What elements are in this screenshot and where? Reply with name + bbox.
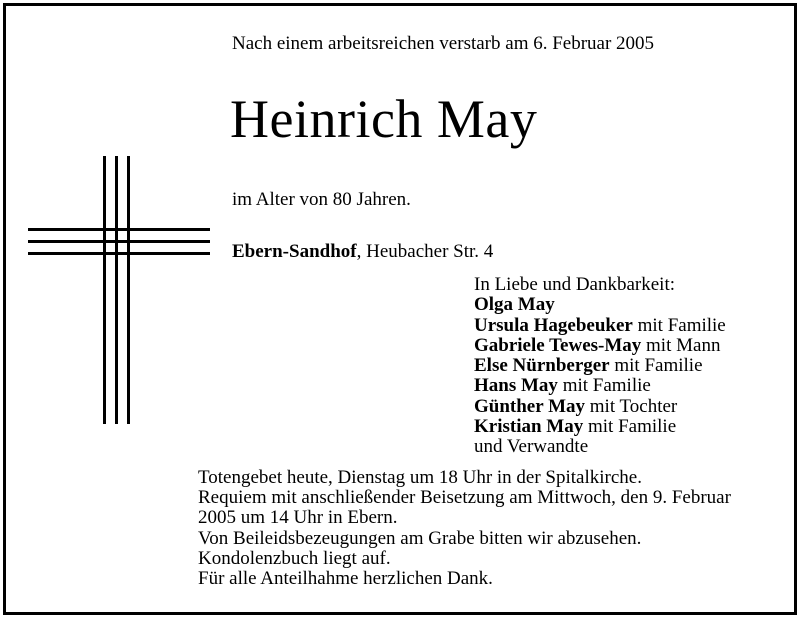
service-notice (198, 468, 731, 589)
mourner-relation: mit Familie (557, 375, 651, 397)
address-line (232, 241, 493, 263)
mourner-row (474, 336, 726, 356)
mourners-list (474, 295, 726, 437)
notice-line: Von Beileidsbezeugungen am Grabe bitten wir abzusehen. (198, 527, 642, 549)
mourner-name: Ursula Hagebeuker (474, 314, 633, 336)
mourner-relation: mit Tochter (585, 395, 678, 417)
address-place: Ebern-Sandhof (232, 241, 357, 262)
mourner-relation: mit Familie (609, 355, 703, 377)
mourner-name: Kristian May (474, 416, 584, 438)
address-street: , Heubacher Str. 4 (356, 241, 494, 262)
mourners-heading: In Liebe und Dankbarkeit: (474, 274, 676, 295)
intro-line: Nach einem arbeitsreichen verstarb am 6. Februar 2005 (232, 33, 655, 54)
mourner-row (474, 356, 726, 376)
notice-line: Kondolenzbuch liegt auf. (198, 547, 391, 569)
notice-line: Totengebet heute, Dienstag um 18 Uhr in der Spitalkirche. (198, 467, 642, 488)
mourner-name: Gabriele Tewes-May (474, 334, 642, 356)
mourner-name: Günther May (474, 395, 586, 417)
mourner-row (474, 295, 726, 315)
deceased-name: Heinrich May (230, 89, 538, 149)
mourners-block (474, 275, 726, 458)
mourner-relation: mit Familie (632, 314, 726, 336)
cross-icon (28, 156, 210, 424)
mourners-closing: und Verwandte (474, 436, 589, 458)
mourner-name: Olga May (474, 294, 555, 316)
mourner-row (474, 316, 726, 336)
mourner-name: Else Nürnberger (474, 355, 610, 377)
mourner-row (474, 397, 726, 417)
mourner-relation: mit Mann (641, 334, 721, 356)
mourner-row (474, 376, 726, 396)
notice-line: 2005 um 14 Uhr in Ebern. (198, 507, 398, 529)
mourner-name: Hans May (474, 375, 558, 397)
age-line: im Alter von 80 Jahren. (232, 189, 411, 210)
notice-line: Requiem mit anschließender Beisetzung am Mittwoch, den 9. Februar (198, 487, 731, 509)
mourner-row (474, 417, 726, 437)
mourner-relation: mit Familie (583, 416, 677, 438)
notice-line: Für alle Anteilhahme herzlichen Dank. (198, 568, 493, 590)
